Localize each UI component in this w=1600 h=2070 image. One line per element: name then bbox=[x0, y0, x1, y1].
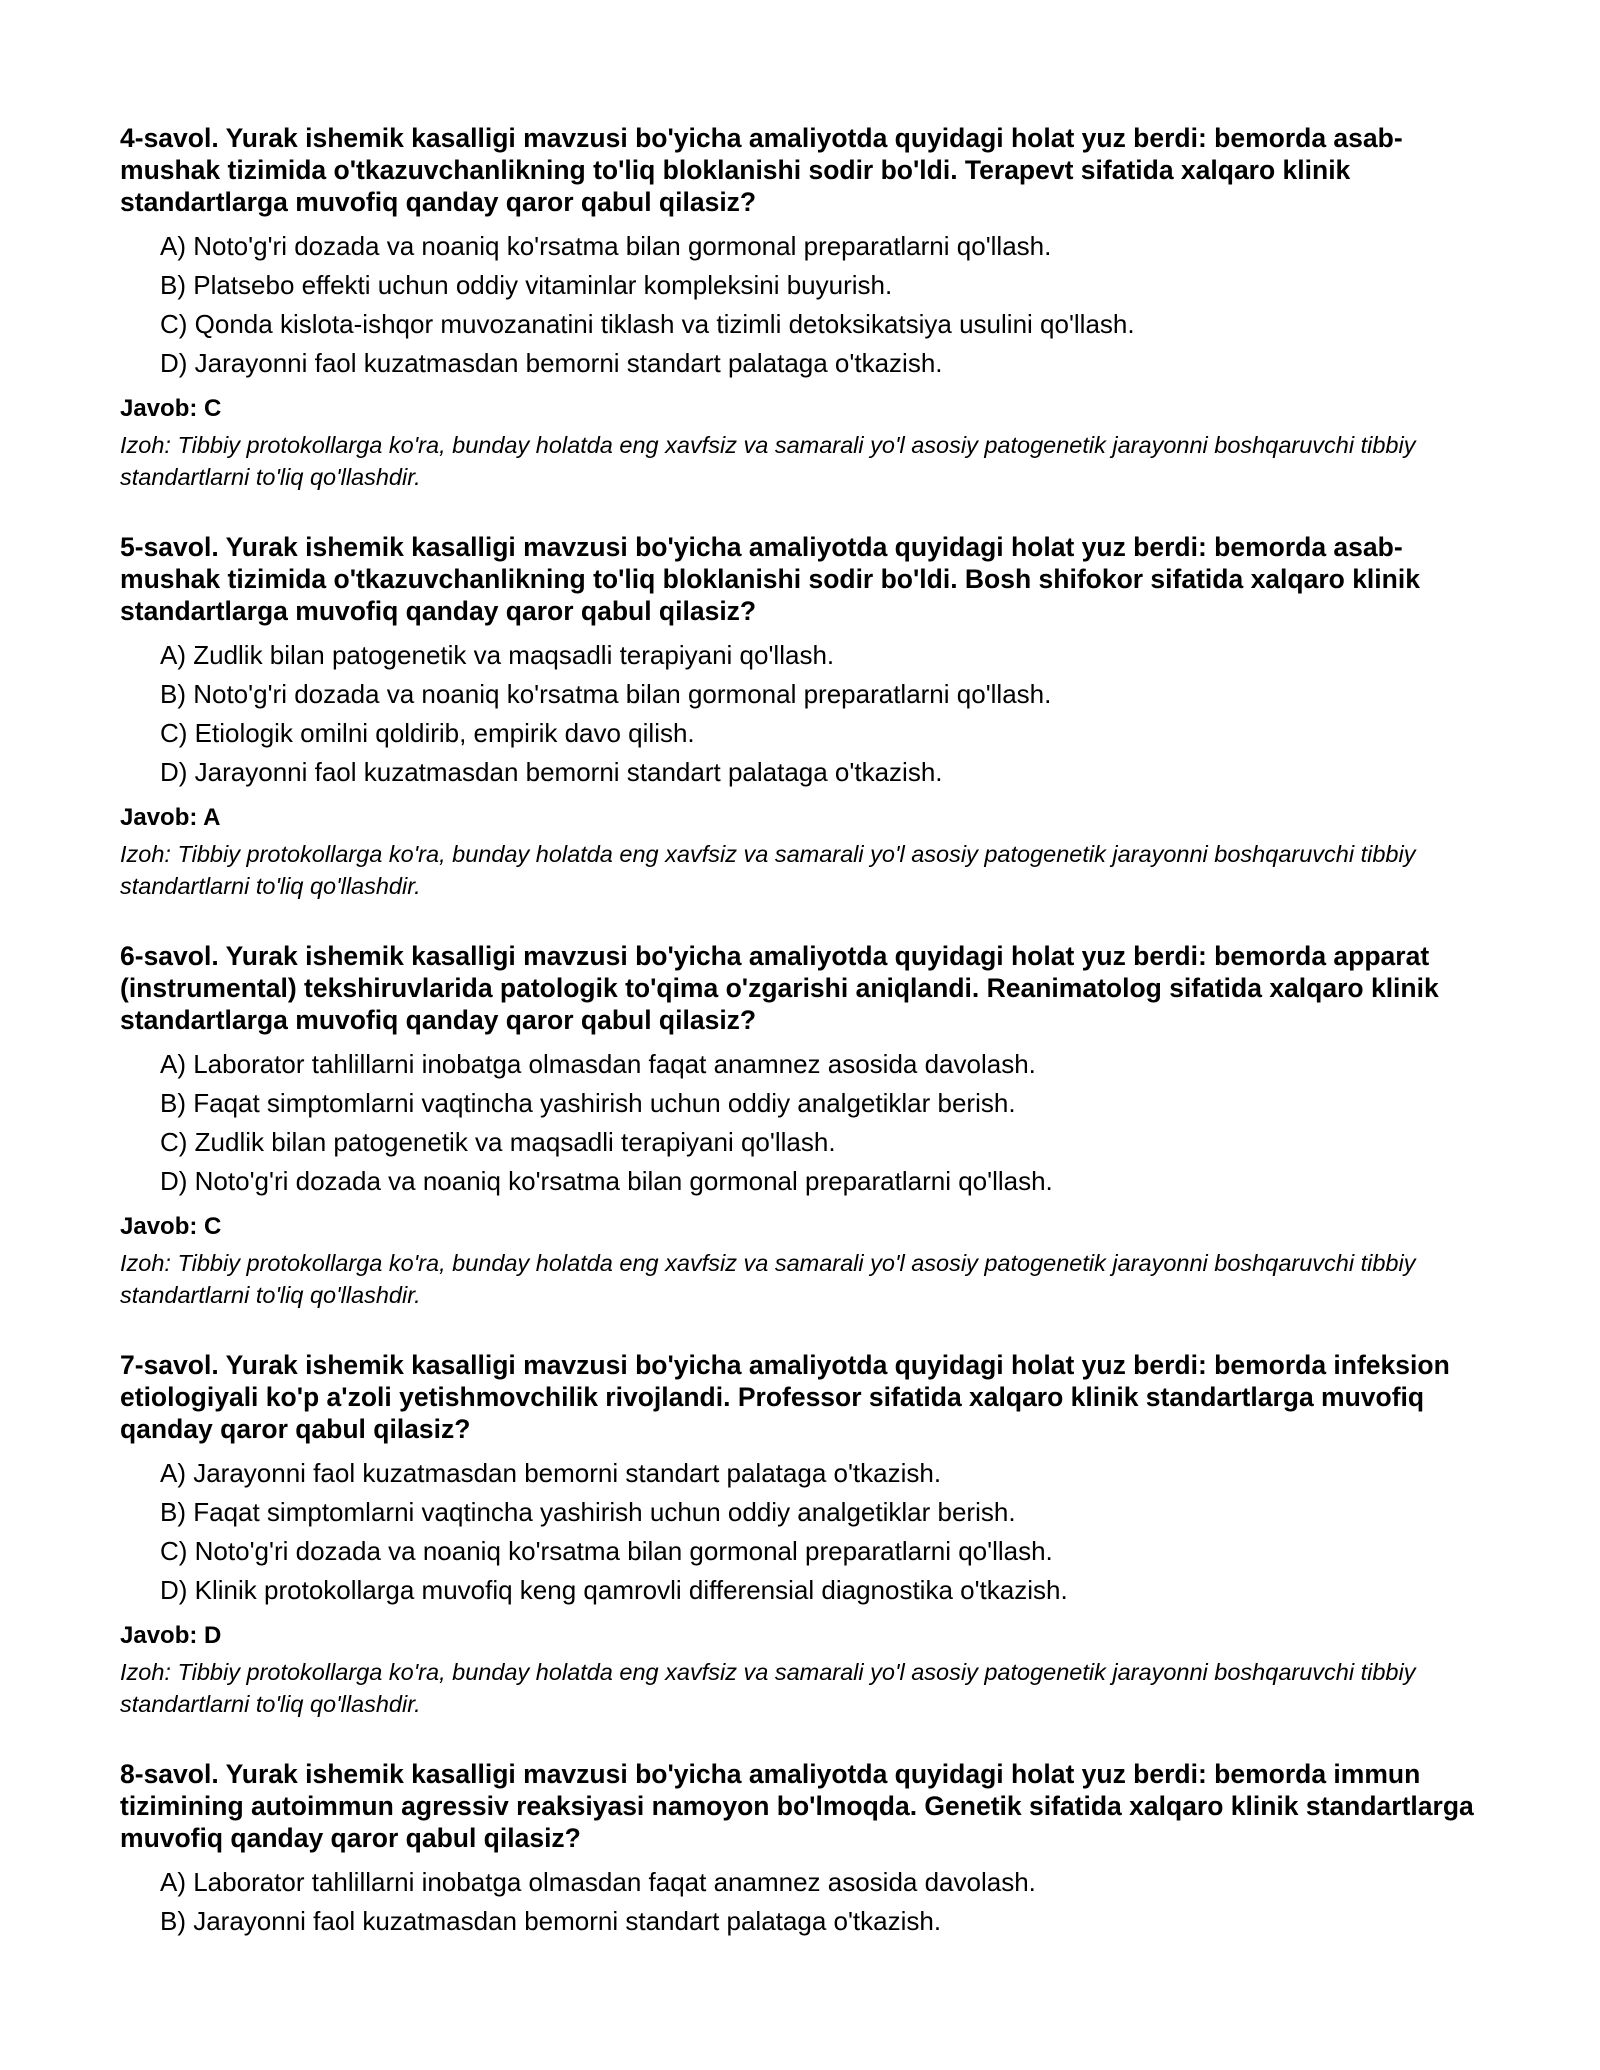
option-b: B) Noto'g'ri dozada va noaniq ko'rsatma bilan gormonal preparatlarni qo'llash. bbox=[160, 679, 1052, 709]
option-list bbox=[160, 227, 1490, 383]
answer-label: Javob: D bbox=[120, 1622, 222, 1649]
option-a: A) Jarayonni faol kuzatmasdan bemorni standart palataga o'tkazish. bbox=[160, 1458, 942, 1488]
option-list bbox=[160, 636, 1490, 792]
question-title: 8-savol. Yurak ishemik kasalligi mavzusi bo'yicha amaliyotda quyidagi holat yuz berdi: bemorda immun tizimining autoimmun agressiv reaksiyasi namoyon bo'lmoqda. Genetik sifatida xalqaro klinik standartlarga muvofiq qanday qaror qabul qilasiz? bbox=[120, 1759, 1474, 1853]
question-title: 4-savol. Yurak ishemik kasalligi mavzusi bo'yicha amaliyotda quyidagi holat yuz berdi: bemorda asab-mushak tizimida o'tkazuvchanlikning to'liq bloklanishi sodir bo'ldi. Terapevt sifatida xalqaro klinik standartlarga muvofiq qanday qaror qabul qilasiz? bbox=[120, 123, 1403, 217]
option-c: C) Qonda kislota-ishqor muvozanatini tiklash va tizimli detoksikatsiya usulini qo'llash. bbox=[160, 309, 1135, 339]
question-7 bbox=[120, 1349, 1490, 1720]
explanation-note: Izoh: Tibbiy protokollarga ko'ra, bunday holatda eng xavfsiz va samarali yo'l asosiy patogenetik jarayonni boshqaruvchi tibbiy standartlarni to'liq qo'llashdir. bbox=[120, 841, 1416, 899]
explanation-note: Izoh: Tibbiy protokollarga ko'ra, bunday holatda eng xavfsiz va samarali yo'l asosiy patogenetik jarayonni boshqaruvchi tibbiy standartlarni to'liq qo'llashdir. bbox=[120, 1250, 1416, 1308]
option-list bbox=[160, 1045, 1490, 1201]
question-title: 7-savol. Yurak ishemik kasalligi mavzusi bo'yicha amaliyotda quyidagi holat yuz berdi: bemorda infeksion etiologiyali ko'p a'zoli yetishmovchilik rivojlandi. Professor sifatida xalqaro klinik standartlarga muvofiq qanday qaror qabul qilasiz? bbox=[120, 1350, 1450, 1444]
question-8 bbox=[120, 1758, 1490, 1941]
option-b: B) Jarayonni faol kuzatmasdan bemorni standart palataga o'tkazish. bbox=[160, 1906, 942, 1936]
question-4 bbox=[120, 122, 1490, 493]
option-c: C) Etiologik omilni qoldirib, empirik davo qilish. bbox=[160, 718, 695, 748]
option-a: A) Laborator tahlillarni inobatga olmasdan faqat anamnez asosida davolash. bbox=[160, 1867, 1036, 1897]
option-b: B) Platsebo effekti uchun oddiy vitaminlar kompleksini buyurish. bbox=[160, 270, 893, 300]
option-b: B) Faqat simptomlarni vaqtincha yashirish uchun oddiy analgetiklar berish. bbox=[160, 1497, 1016, 1527]
option-list bbox=[160, 1454, 1490, 1610]
option-d: D) Klinik protokollarga muvofiq keng qamrovli differensial diagnostika o'tkazish. bbox=[160, 1575, 1068, 1605]
question-6 bbox=[120, 940, 1490, 1311]
option-d: D) Noto'g'ri dozada va noaniq ko'rsatma bilan gormonal preparatlarni qo'llash. bbox=[160, 1166, 1053, 1196]
option-d: D) Jarayonni faol kuzatmasdan bemorni standart palataga o'tkazish. bbox=[160, 348, 943, 378]
answer-label: Javob: C bbox=[120, 395, 222, 422]
option-d: D) Jarayonni faol kuzatmasdan bemorni standart palataga o'tkazish. bbox=[160, 757, 943, 787]
option-a: A) Noto'g'ri dozada va noaniq ko'rsatma bilan gormonal preparatlarni qo'llash. bbox=[160, 231, 1052, 261]
question-title: 6-savol. Yurak ishemik kasalligi mavzusi bo'yicha amaliyotda quyidagi holat yuz berdi: bemorda apparat (instrumental) tekshiruvlarida patologik to'qima o'zgarishi aniqlandi. Reanimatolog sifatida xalqaro klinik standartlarga muvofiq qanday qaror qabul qilasiz? bbox=[120, 941, 1439, 1035]
document-page bbox=[120, 122, 1490, 1979]
explanation-note: Izoh: Tibbiy protokollarga ko'ra, bunday holatda eng xavfsiz va samarali yo'l asosiy patogenetik jarayonni boshqaruvchi tibbiy standartlarni to'liq qo'llashdir. bbox=[120, 1659, 1416, 1717]
question-5 bbox=[120, 531, 1490, 902]
option-b: B) Faqat simptomlarni vaqtincha yashirish uchun oddiy analgetiklar berish. bbox=[160, 1088, 1016, 1118]
option-a: A) Laborator tahlillarni inobatga olmasdan faqat anamnez asosida davolash. bbox=[160, 1049, 1036, 1079]
explanation-note: Izoh: Tibbiy protokollarga ko'ra, bunday holatda eng xavfsiz va samarali yo'l asosiy patogenetik jarayonni boshqaruvchi tibbiy standartlarni to'liq qo'llashdir. bbox=[120, 432, 1416, 490]
option-a: A) Zudlik bilan patogenetik va maqsadli terapiyani qo'llash. bbox=[160, 640, 835, 670]
option-c: C) Zudlik bilan patogenetik va maqsadli terapiyani qo'llash. bbox=[160, 1127, 836, 1157]
answer-label: Javob: C bbox=[120, 1213, 222, 1240]
answer-label: Javob: A bbox=[120, 804, 221, 831]
option-c: C) Noto'g'ri dozada va noaniq ko'rsatma bilan gormonal preparatlarni qo'llash. bbox=[160, 1536, 1053, 1566]
question-title: 5-savol. Yurak ishemik kasalligi mavzusi bo'yicha amaliyotda quyidagi holat yuz berdi: bemorda asab-mushak tizimida o'tkazuvchanlikning to'liq bloklanishi sodir bo'ldi. Bosh shifokor sifatida xalqaro klinik standartlarga muvofiq qanday qaror qabul qilasiz? bbox=[120, 532, 1420, 626]
option-list bbox=[160, 1863, 1490, 1941]
